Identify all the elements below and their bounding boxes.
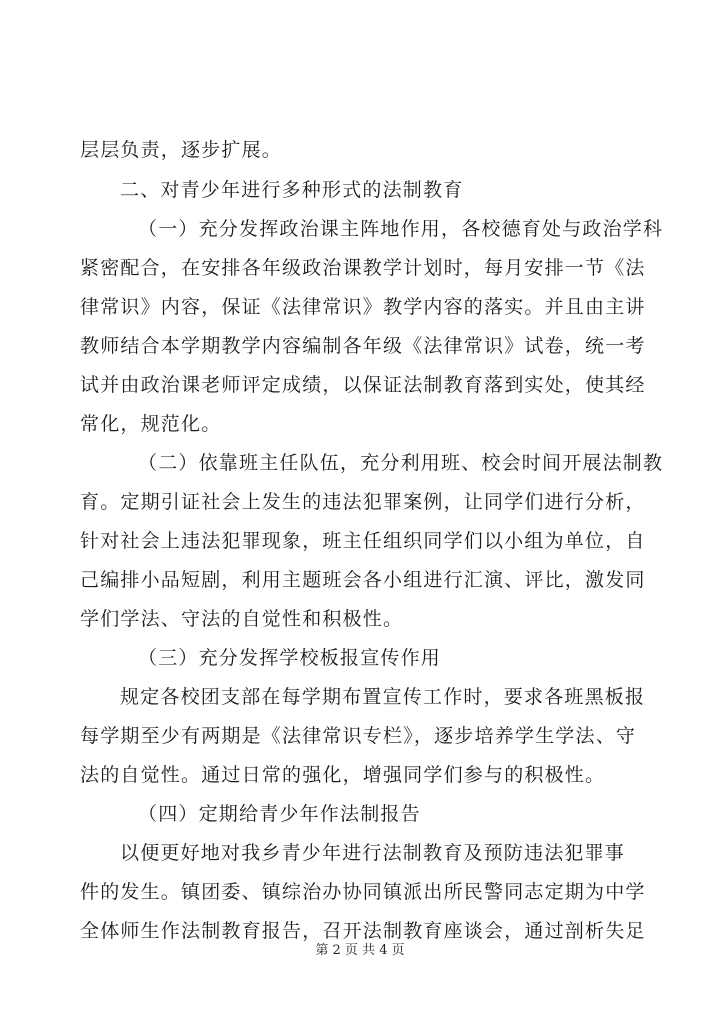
- text-line: 件的发生。镇团委、镇综治办协同镇派出所民警同志定期为中学: [80, 881, 646, 903]
- page-footer: 第 2 页 共 4 页: [315, 943, 405, 958]
- text-line: （二）依靠班主任队伍，充分利用班、校会时间开展法制教: [138, 452, 664, 474]
- text-line: 以便更好地对我乡青少年进行法制教育及预防违法犯罪事: [120, 842, 626, 864]
- text-line: 针对社会上违法犯罪现象，班主任组织同学们以小组为单位，自: [80, 530, 646, 552]
- text-line: 常化，规范化。: [80, 413, 222, 435]
- text-line: 每学期至少有两期是《法律常识专栏》，逐步培养学生学法、守: [80, 725, 637, 747]
- text-line: 律常识》内容，保证《法律常识》教学内容的落实。并且由主讲: [80, 296, 646, 318]
- text-line: 试并由政治课老师评定成绩，以保证法制教育落到实处，使其经: [80, 374, 646, 396]
- section-heading: 二、对青少年进行多种形式的法制教育: [120, 179, 464, 201]
- text-line: 教师结合本学期教学内容编制各年级《法律常识》试卷，统一考: [80, 335, 646, 357]
- text-line: （一）充分发挥政治课主阵地作用，各校德育处与政治学科: [138, 218, 664, 240]
- subsection-heading: （三）充分发挥学校板报宣传作用: [138, 647, 442, 669]
- subsection-heading: （四）定期给青少年作法制报告: [138, 803, 421, 825]
- text-line: 全体师生作法制教育报告，召开法制教育座谈会，通过剖析失足: [80, 920, 646, 942]
- text-line: 紧密配合，在安排各年级政治课教学计划时，每月安排一节《法: [80, 257, 646, 279]
- text-line: 学们学法、守法的自觉性和积极性。: [80, 608, 404, 630]
- text-line: 层层负责，逐步扩展。: [80, 139, 283, 161]
- text-line: 育。定期引证社会上发生的违法犯罪案例，让同学们进行分析，: [80, 491, 646, 513]
- text-line: 己编排小品短剧，利用主题班会各小组进行汇演、评比，激发同: [80, 569, 646, 591]
- text-line: 规定各校团支部在每学期布置宣传工作时，要求各班黑板报: [120, 686, 646, 708]
- text-line: 法的自觉性。通过日常的强化，增强同学们参与的积极性。: [80, 764, 606, 786]
